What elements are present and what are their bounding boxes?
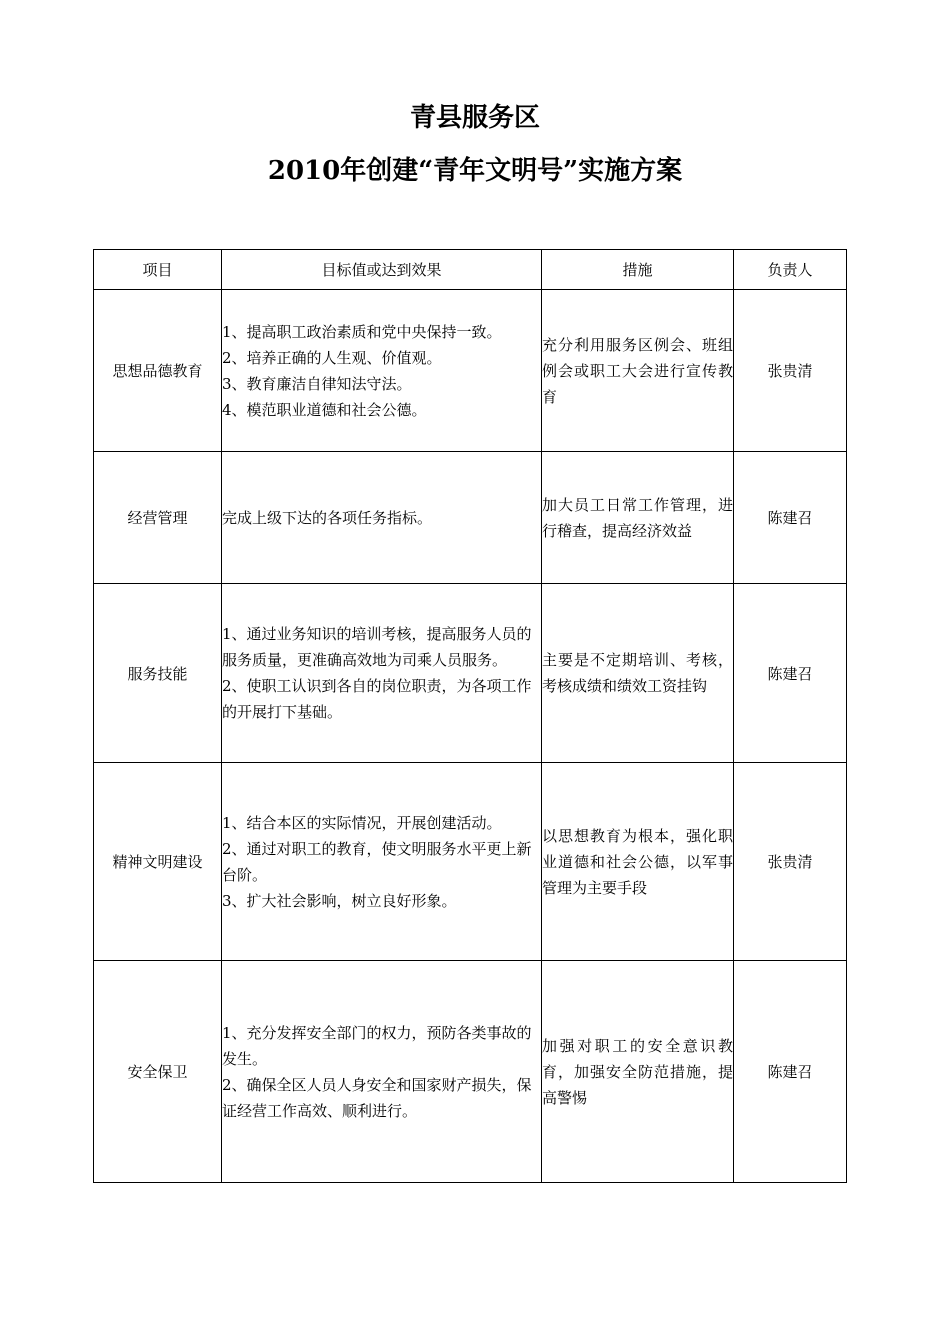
table-row xyxy=(94,452,847,584)
row-person: 张贵清 xyxy=(734,290,847,452)
goal-line: 4、模范职业道德和社会公德。 xyxy=(222,400,427,419)
header-person: 负责人 xyxy=(734,250,847,290)
plan-table xyxy=(93,249,847,1183)
row-goals xyxy=(222,584,542,763)
row-person: 陈建召 xyxy=(734,584,847,763)
table-row xyxy=(94,290,847,452)
goal-line: 1、充分发挥安全部门的权力，预防各类事故的发生。 xyxy=(222,1023,532,1068)
header-item: 项目 xyxy=(94,250,222,290)
goal-line: 3、教育廉洁自律知法守法。 xyxy=(222,374,412,393)
goal-line: 2、确保全区人员人身安全和国家财产损失，保证经营工作高效、顺利进行。 xyxy=(222,1075,532,1120)
row-goals xyxy=(222,961,542,1183)
goal-line: 2、培养正确的人生观、价值观。 xyxy=(222,348,442,367)
table-row xyxy=(94,763,847,961)
row-goals xyxy=(222,452,542,584)
row-measure: 以思想教育为根本，强化职业道德和社会公德，以军事管理为主要手段 xyxy=(542,763,734,961)
goal-line: 1、结合本区的实际情况，开展创建活动。 xyxy=(222,813,502,832)
row-measure: 加大员工日常工作管理，进行稽查，提高经济效益 xyxy=(542,452,734,584)
row-person: 陈建召 xyxy=(734,452,847,584)
row-goals xyxy=(222,290,542,452)
document-title: 青县服务区 xyxy=(409,103,540,133)
row-item: 安全保卫 xyxy=(94,961,222,1183)
row-item: 精神文明建设 xyxy=(94,763,222,961)
row-goals xyxy=(222,763,542,961)
row-measure: 主要是不定期培训、考核，考核成绩和绩效工资挂钩 xyxy=(542,584,734,763)
goal-line: 2、通过对职工的教育，使文明服务水平更上新台阶。 xyxy=(222,839,532,884)
table-row xyxy=(94,584,847,763)
row-measure: 充分利用服务区例会、班组例会或职工大会进行宣传教育 xyxy=(542,290,734,452)
document-subtitle: 2010年创建“青年文明号”实施方案 xyxy=(267,156,683,186)
goal-line: 完成上级下达的各项任务指标。 xyxy=(222,508,433,527)
table-header-row xyxy=(94,250,847,290)
goal-line: 3、扩大社会影响，树立良好形象。 xyxy=(222,891,457,910)
table-row xyxy=(94,961,847,1183)
row-measure: 加强对职工的安全意识教育，加强安全防范措施，提高警惕 xyxy=(542,961,734,1183)
goal-line: 1、提高职工政治素质和党中央保持一致。 xyxy=(222,322,502,341)
row-person: 陈建召 xyxy=(734,961,847,1183)
goal-line: 2、使职工认识到各自的岗位职责，为各项工作的开展打下基础。 xyxy=(222,677,532,721)
goal-line: 1、通过业务知识的培训考核，提高服务人员的服务质量，更准确高效地为司乘人员服务。 xyxy=(222,625,532,669)
row-item: 服务技能 xyxy=(94,584,222,763)
row-person: 张贵清 xyxy=(734,763,847,961)
row-item: 思想品德教育 xyxy=(94,290,222,452)
header-goal: 目标值或达到效果 xyxy=(222,250,542,290)
row-item: 经营管理 xyxy=(94,452,222,584)
header-measure: 措施 xyxy=(542,250,734,290)
